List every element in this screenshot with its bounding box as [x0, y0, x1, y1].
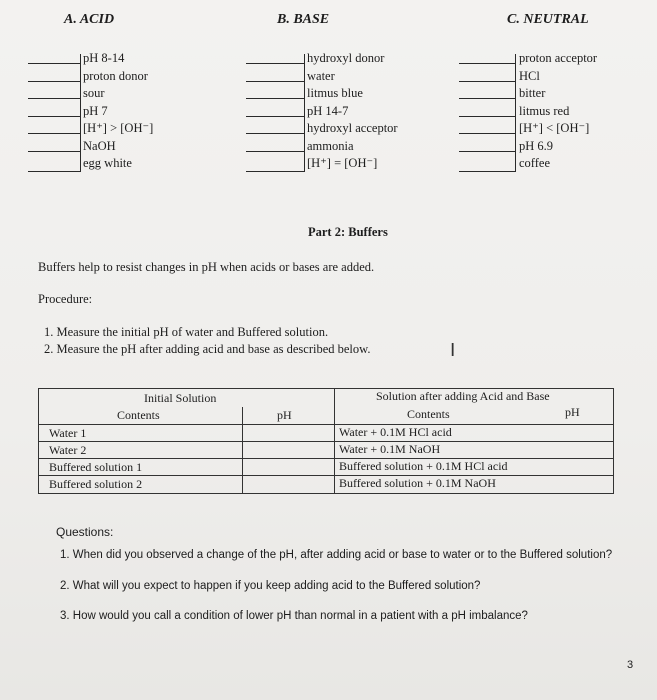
question-2: 2. What will you expect to happen if you keep adding acid to the Buffered solution? — [60, 580, 481, 592]
list-item: pH 7 — [28, 103, 198, 121]
answer-blank[interactable] — [459, 151, 515, 152]
table-cell-after: Water + 0.1M HCl acid — [339, 425, 452, 439]
table-divider — [39, 475, 613, 476]
answer-blank[interactable] — [246, 98, 304, 99]
list-item: litmus red — [459, 103, 639, 121]
list-item: hydroxyl donor — [246, 50, 446, 68]
table-header-after-ph: pH — [565, 405, 580, 419]
answer-blank[interactable] — [246, 63, 304, 64]
table-cell-initial: Water 1 — [49, 426, 87, 440]
answer-blank[interactable] — [459, 133, 515, 134]
answer-blank[interactable] — [246, 151, 304, 152]
buffer-table — [38, 388, 614, 494]
answer-blank[interactable] — [246, 81, 304, 82]
list-item: sour — [28, 85, 198, 103]
procedure-step-1: 1. Measure the initial pH of water and Buffered solution. — [44, 325, 329, 339]
list-item: egg white — [28, 155, 198, 173]
answer-blank[interactable] — [459, 171, 515, 172]
text-cursor-icon: I — [450, 340, 456, 361]
table-cell-after: Buffered solution + 0.1M HCl acid — [339, 459, 508, 473]
header-acid: A. ACID — [64, 12, 115, 27]
list-item: [H⁺] = [OH⁻] — [246, 155, 446, 173]
answer-blank[interactable] — [28, 116, 80, 117]
answer-blank[interactable] — [246, 133, 304, 134]
table-header-after: Solution after adding Acid and Base — [376, 389, 550, 403]
table-divider — [242, 407, 243, 493]
answer-blank[interactable] — [459, 98, 515, 99]
answer-blank[interactable] — [459, 63, 515, 64]
list-item: coffee — [459, 155, 639, 173]
answer-blank[interactable] — [28, 171, 80, 172]
list-item: pH 14-7 — [246, 103, 446, 121]
list-item: proton donor — [28, 68, 198, 86]
answer-blank[interactable] — [28, 81, 80, 82]
part2-title: Part 2: Buffers — [308, 225, 388, 239]
header-neutral: C. NEUTRAL — [507, 12, 589, 27]
procedure-step-2: 2. Measure the pH after adding acid and base as described below. — [44, 342, 371, 356]
answer-blank[interactable] — [459, 81, 515, 82]
list-item: pH 6.9 — [459, 138, 639, 156]
table-header-initial: Initial Solution — [144, 391, 217, 405]
answer-blank[interactable] — [28, 151, 80, 152]
part2-intro: Buffers help to resist changes in pH when acids or bases are added. — [38, 260, 375, 274]
answer-blank[interactable] — [246, 116, 304, 117]
list-item: litmus blue — [246, 85, 446, 103]
list-item: HCl — [459, 68, 639, 86]
table-divider — [39, 441, 613, 442]
table-cell-after: Water + 0.1M NaOH — [339, 442, 441, 456]
neutral-column — [459, 50, 639, 173]
base-column — [246, 50, 446, 173]
questions-label: Questions: — [56, 525, 114, 539]
list-item: proton acceptor — [459, 50, 639, 68]
list-item: hydroxyl acceptor — [246, 120, 446, 138]
table-divider — [39, 458, 613, 459]
table-cell-initial: Buffered solution 2 — [49, 477, 143, 491]
answer-blank[interactable] — [28, 63, 80, 64]
answer-blank[interactable] — [246, 171, 304, 172]
header-base: B. BASE — [277, 12, 330, 27]
procedure-label: Procedure: — [38, 292, 93, 306]
answer-blank[interactable] — [459, 116, 515, 117]
question-3: 3. How would you call a condition of lower pH than normal in a patient with a pH imbalance? — [60, 610, 528, 622]
list-item: ammonia — [246, 138, 446, 156]
list-item: [H⁺] < [OH⁻] — [459, 120, 639, 138]
table-cell-initial: Water 2 — [49, 443, 87, 457]
answer-blank[interactable] — [28, 133, 80, 134]
table-divider — [39, 424, 613, 425]
table-header-contents: Contents — [117, 408, 160, 422]
page-number: 3 — [627, 659, 634, 671]
list-item: NaOH — [28, 138, 198, 156]
list-item: water — [246, 68, 446, 86]
acid-column — [28, 50, 198, 173]
list-item: bitter — [459, 85, 639, 103]
table-cell-initial: Buffered solution 1 — [49, 460, 143, 474]
list-item: pH 8-14 — [28, 50, 198, 68]
table-cell-after: Buffered solution + 0.1M NaOH — [339, 476, 496, 490]
list-item: [H⁺] > [OH⁻] — [28, 120, 198, 138]
question-1: 1. When did you observed a change of the pH, after adding acid or base to water or to the Buffered solution? — [60, 549, 613, 561]
table-header-ph: pH — [277, 408, 292, 422]
answer-blank[interactable] — [28, 98, 80, 99]
table-header-after-contents: Contents — [407, 407, 450, 421]
